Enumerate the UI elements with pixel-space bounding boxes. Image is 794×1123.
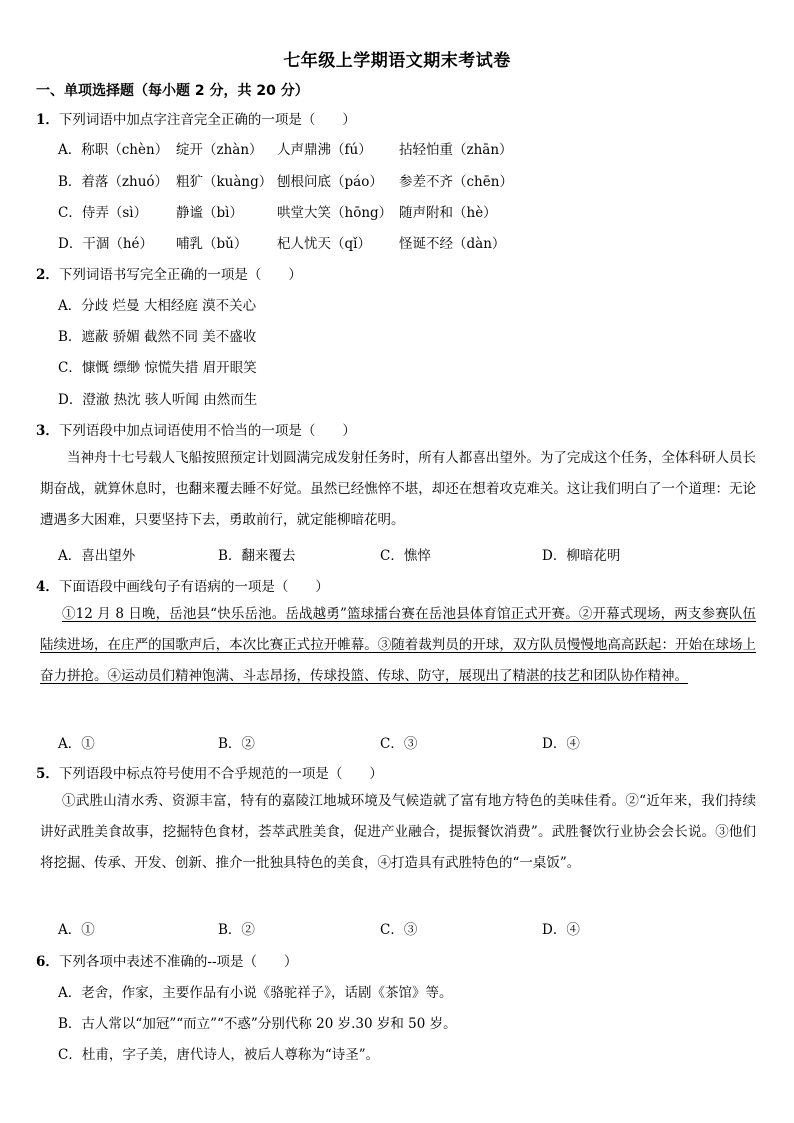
question-stem: 下列语段中标点符号使用不合乎规范的一项是（ ） bbox=[58, 766, 383, 782]
q3-option-b[interactable]: B．翻来覆去 bbox=[218, 548, 296, 564]
question-number: 3． bbox=[36, 423, 59, 439]
q6-option-c[interactable]: C．杜甫，字子美，唐代诗人，被后人尊称为“诗圣”。 bbox=[58, 1047, 380, 1063]
q6-option-a[interactable]: A．老舍，作家，主要作品有小说《骆驼祥子》，话剧《茶馆》等。 bbox=[58, 985, 453, 1001]
question-2 bbox=[36, 263, 302, 283]
q5-option-d[interactable]: D．④ bbox=[542, 922, 580, 938]
question-stem: 下列词语中加点字注音完全正确的一项是（ ） bbox=[58, 112, 356, 128]
q3-passage: 当神舟十七号载人飞船按照预定计划圆满完成发射任务时，所有人都喜出望外。为了完成这个任务，全体科研人员长期奋战，就算休息时，也翻来覆去睡不好觉。虽然已经憔悴不堪，却还在想着攻克难关。这让我们明白了一个道理：无论遭遇多大困难，只要坚持下去，勇敢前行，就定能柳暗花明。 bbox=[40, 450, 756, 528]
question-number: 4． bbox=[36, 579, 59, 595]
q4-option-b[interactable]: B．② bbox=[218, 736, 255, 752]
question-stem: 下列词语书写完全正确的一项是（ ） bbox=[58, 267, 302, 283]
q1-a-item-4: 拈轻怕重（zhān） bbox=[399, 142, 513, 158]
question-stem: 下面语段中画线句子有语病的一项是（ ） bbox=[58, 579, 329, 595]
q6-option-b[interactable]: B．古人常以“加冠”“而立”“不惑”分别代称 20 岁.30 岁和 50 岁。 bbox=[58, 1016, 457, 1032]
question-6 bbox=[36, 950, 298, 970]
q3-option-c[interactable]: C．憔悴 bbox=[380, 548, 431, 564]
q1-d-item-3: 杞人忧天（qǐ） bbox=[277, 236, 371, 252]
q4-option-c[interactable]: C．③ bbox=[380, 736, 418, 752]
question-number: 5． bbox=[36, 766, 59, 782]
question-number: 6． bbox=[36, 954, 59, 970]
q1-b-item-4: 参差不齐（chēn） bbox=[399, 174, 513, 190]
q4-option-d[interactable]: D．④ bbox=[542, 736, 580, 752]
q1-a-item-1: A．称职（chèn） bbox=[58, 142, 169, 158]
q2-option-c[interactable]: C．慷慨 缥缈 惊慌失措 眉开眼笑 bbox=[58, 360, 257, 376]
q1-c-item-2: 静谧（bì） bbox=[176, 205, 243, 221]
q1-b-item-1: B．着落（zhuó） bbox=[58, 174, 169, 190]
q1-c-item-4: 随声附和（hè） bbox=[399, 205, 497, 221]
q1-a-item-2: 绽开（zhàn） bbox=[176, 142, 263, 158]
question-5 bbox=[36, 762, 383, 782]
q4-option-a[interactable]: A．① bbox=[58, 736, 95, 752]
q5-option-c[interactable]: C．③ bbox=[380, 922, 418, 938]
question-1 bbox=[36, 108, 356, 128]
q1-d-item-2: 哺乳（bǔ） bbox=[176, 236, 248, 252]
q1-b-item-2: 粗犷（kuàng） bbox=[176, 174, 273, 190]
q2-option-a[interactable]: A．分歧 烂曼 大相经庭 漠不关心 bbox=[58, 298, 257, 314]
q2-option-d[interactable]: D．澄澈 热沈 骇人听闻 由然而生 bbox=[58, 392, 258, 408]
exam-title: 七年级上学期语文期末考试卷 bbox=[283, 51, 511, 71]
question-number: 1． bbox=[36, 112, 59, 128]
question-stem: 下列语段中加点词语使用不恰当的一项是（ ） bbox=[58, 423, 356, 439]
q5-option-a[interactable]: A．① bbox=[58, 922, 95, 938]
question-stem: 下列各项中表述不准确的--项是（ ） bbox=[58, 954, 298, 970]
q1-a-item-3: 人声鼎沸（fú） bbox=[277, 142, 372, 158]
q4-passage: ①12 月 8 日晚，岳池县“快乐岳池。岳战越勇”篮球擂台赛在岳池县体育馆正式开赛。②开幕式现场，两支参赛队伍陆续进场，在庄严的国歌声后，本次比赛正式拉开帷幕。③随着裁判员的开球，双方队员慢慢地高高跃起：开始在球场上奋力拼抢。④运动员们精神饱满、斗志昂扬，传球投篮、传球、防守，展现出了精湛的技艺和团队协作精神。 bbox=[40, 606, 756, 684]
q3-option-a[interactable]: A．喜出望外 bbox=[58, 548, 136, 564]
q1-b-item-3: 刨根问底（páo） bbox=[277, 174, 383, 190]
q2-option-b[interactable]: B．遮蔽 骄媚 截然不同 美不盛收 bbox=[58, 329, 257, 345]
section-heading: 一、单项选择题（每小题 2 分，共 20 分） bbox=[36, 83, 309, 99]
q1-c-item-1: C．侍弄（sì） bbox=[58, 205, 148, 221]
q5-passage: ①武胜山清水秀、资源丰富，特有的嘉陵江地城环境及气候造就了富有地方特色的美味佳肴。②“近年来，我们持续讲好武胜美食故事，挖掘特色食材，荟萃武胜美食，促进产业融合，提振餐饮消费”。武胜餐饮行业协会会长说。③他们将挖掘、传承、开发、创新、推介一批独具特色的美食，④打造具有武胜特色的“一桌饭”。 bbox=[40, 793, 756, 871]
question-3 bbox=[36, 419, 356, 439]
q5-option-b[interactable]: B．② bbox=[218, 922, 255, 938]
q3-option-d[interactable]: D．柳暗花明 bbox=[542, 548, 621, 564]
question-number: 2． bbox=[36, 267, 59, 283]
question-4 bbox=[36, 575, 329, 595]
q1-d-item-1: D．干涸（hé） bbox=[58, 236, 154, 252]
q1-d-item-4: 怪诞不经（dàn） bbox=[399, 236, 506, 252]
q1-c-item-3: 哄堂大笑（hōng） bbox=[277, 205, 393, 221]
